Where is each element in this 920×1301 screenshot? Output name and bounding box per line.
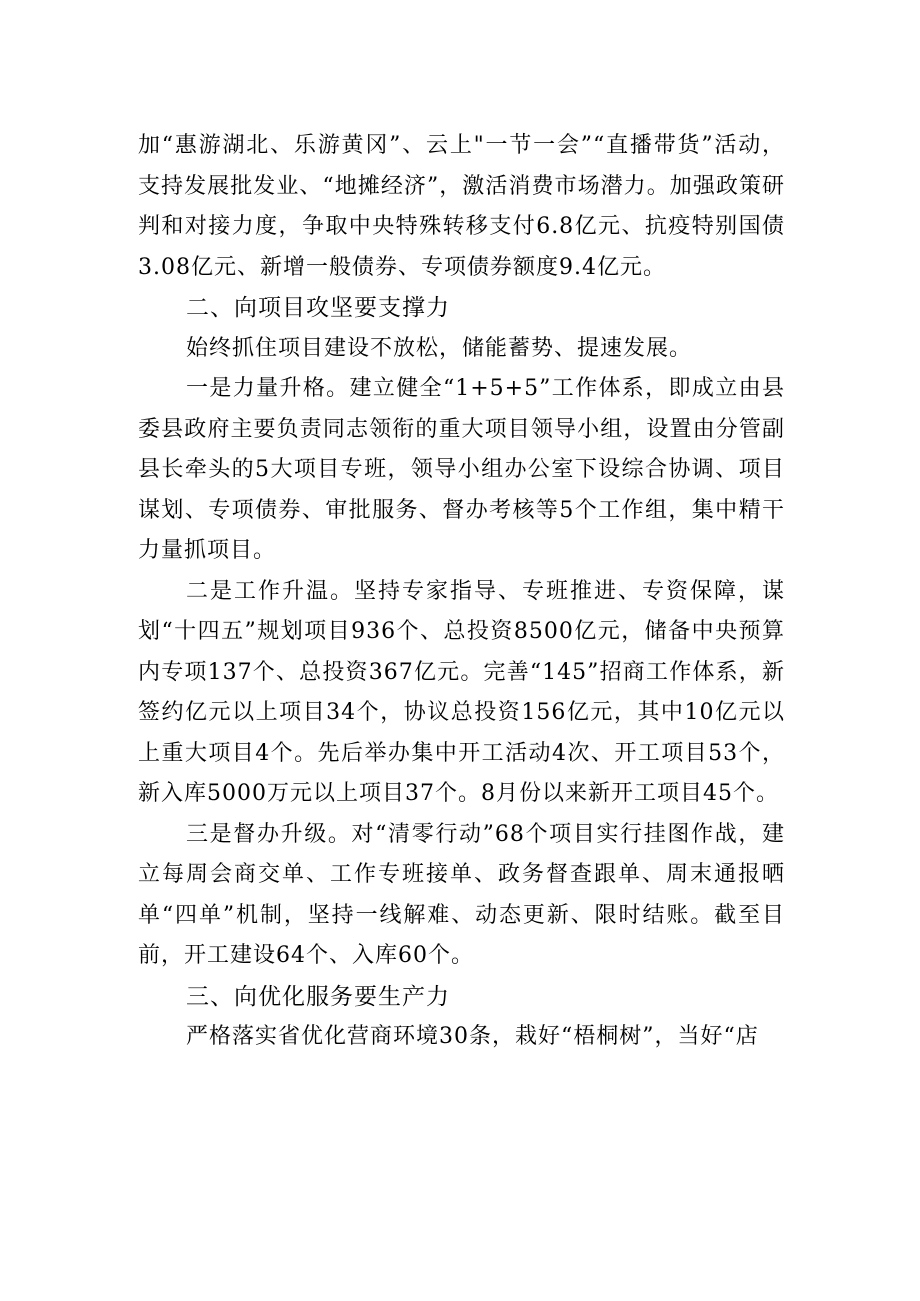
paragraph-supervision-upgrade: 三是督办升级。对“清零行动”68个项目实行挂图作战，建立每周会商交单、工作专班接单、政务督查跟单、周末通报晒单“四单”机制，坚持一线解难、动态更新、限时结账。截至目前，开工建设64个、入库60个。 — [138, 821, 785, 968]
section-intro-services: 严格落实省优化营商环境30条，栽好“梧桐树”，当好“店 — [186, 1024, 759, 1049]
paragraph-continuation: 加“惠游湖北、乐游黄冈”、云上"一节一会”“直播带货”活动，支持发展批发业、“地摊经济”，激活消费市场潜力。加强政策研判和对接力度，争取中央特殊转移支付6.8亿元、抗疫特别国债3.08亿元、新增一般债券、专项债券额度9.4亿元。 — [138, 133, 785, 280]
paragraph-force-upgrade: 一是力量升格。建立健全“1+5+5”工作体系，即成立由县委县政府主要负责同志领衔的重大项目领导小组，设置由分管副县长牵头的5大项目专班，领导小组办公室下设综合协调、项目谋划、专项债券、审批服务、督办考核等5个工作组，集中精干力量抓项目。 — [138, 376, 785, 563]
section-heading-projects: 二、向项目攻坚要支撑力 — [186, 295, 450, 321]
section-heading-services: 三、向优化服务要生产力 — [186, 983, 450, 1010]
document-body — [138, 126, 785, 1058]
section-intro-projects: 始终抓住项目建设不放松，储能蓄势、提速发展。 — [186, 335, 693, 361]
paragraph-work-warmup: 二是工作升温。坚持专家指导、专班推进、专资保障，谋划“十四五”规划项目936个、总投资8500亿元，储备中央预算内专项137个、总投资367亿元。完善“145”招商工作体系，新签约亿元以上项目34个，协议总投资156亿元，其中10亿元以上重大项目4个。先后举办集中开工活动4次、开工项目53个，新入库5000万元以上项目37个。8月份以来新开工项目45个。 — [138, 578, 785, 806]
